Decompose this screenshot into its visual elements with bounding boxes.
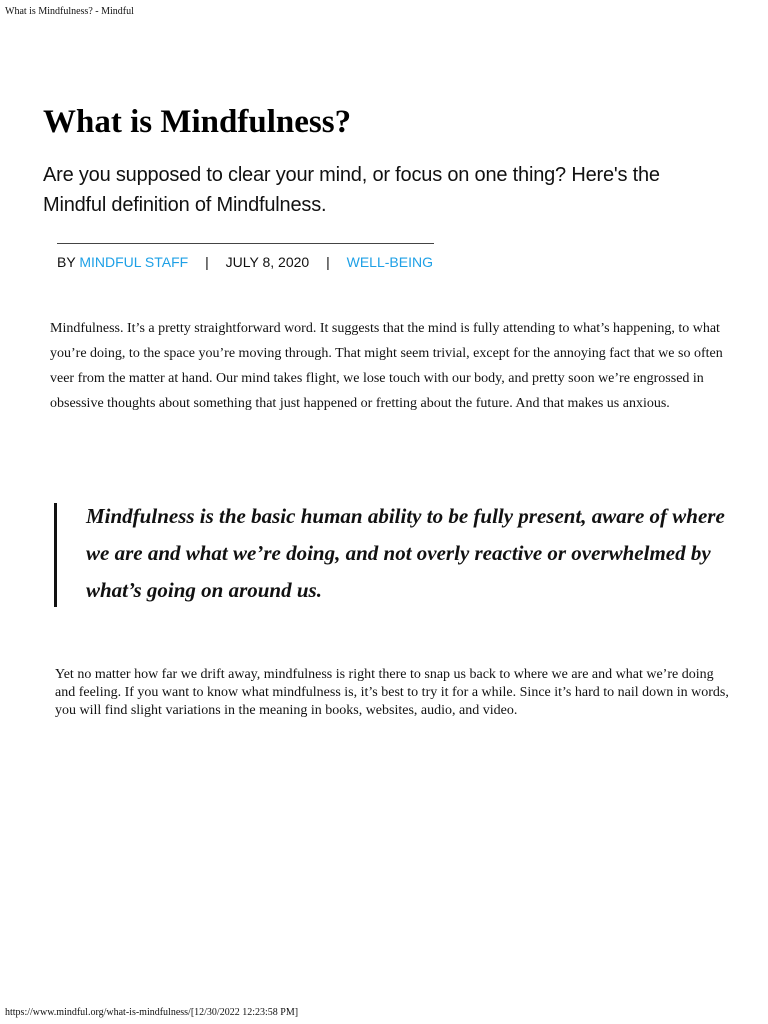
category-link[interactable]: WELL-BEING <box>346 254 433 270</box>
byline-by-label: BY <box>57 254 76 270</box>
article-subtitle: Are you supposed to clear your mind, or focus on one thing? Here's the Mindful definition of Mindfulness. <box>43 164 660 216</box>
byline-separator: | <box>205 254 209 270</box>
article-paragraph: Yet no matter how far we drift away, mindfulness is right there to snap us back to where we are and what we’re doing and feeling. If you want to know what mindfulness is, it’s best to try it for a while. Since it’s hard to nail down in words, you will find slight variations in the meaning in books, websites, audio, and video. <box>55 667 729 718</box>
author-link[interactable]: MINDFUL STAFF <box>79 254 189 270</box>
print-footer-url: https://www.mindful.org/what-is-mindfulness/[12/30/2022 12:23:58 PM] <box>5 1007 299 1018</box>
pull-quote-bar <box>54 503 57 607</box>
print-header: What is Mindfulness? - Mindful <box>5 6 134 17</box>
pull-quote: Mindfulness is the basic human ability to be fully present, aware of where we are and what we’re doing, and not overly reactive or overwhelmed by what’s going on around us. <box>86 504 725 602</box>
page-title: What is Mindfulness? <box>43 104 352 140</box>
byline-divider <box>57 243 434 244</box>
publish-date: JULY 8, 2020 <box>225 254 310 270</box>
byline-separator: | <box>326 254 330 270</box>
byline <box>57 252 433 272</box>
article-paragraph: Mindfulness. It’s a pretty straightforward word. It suggests that the mind is fully attending to what’s happening, to what you’re doing, to the space you’re moving through. That might seem trivial, except for the annoying fact that we so often veer from the matter at hand. Our mind takes flight, we lose touch with our body, and pretty soon we’re engrossed in obsessive thoughts about something that just happened or fretting about the future. And that makes us anxious. <box>50 321 723 411</box>
